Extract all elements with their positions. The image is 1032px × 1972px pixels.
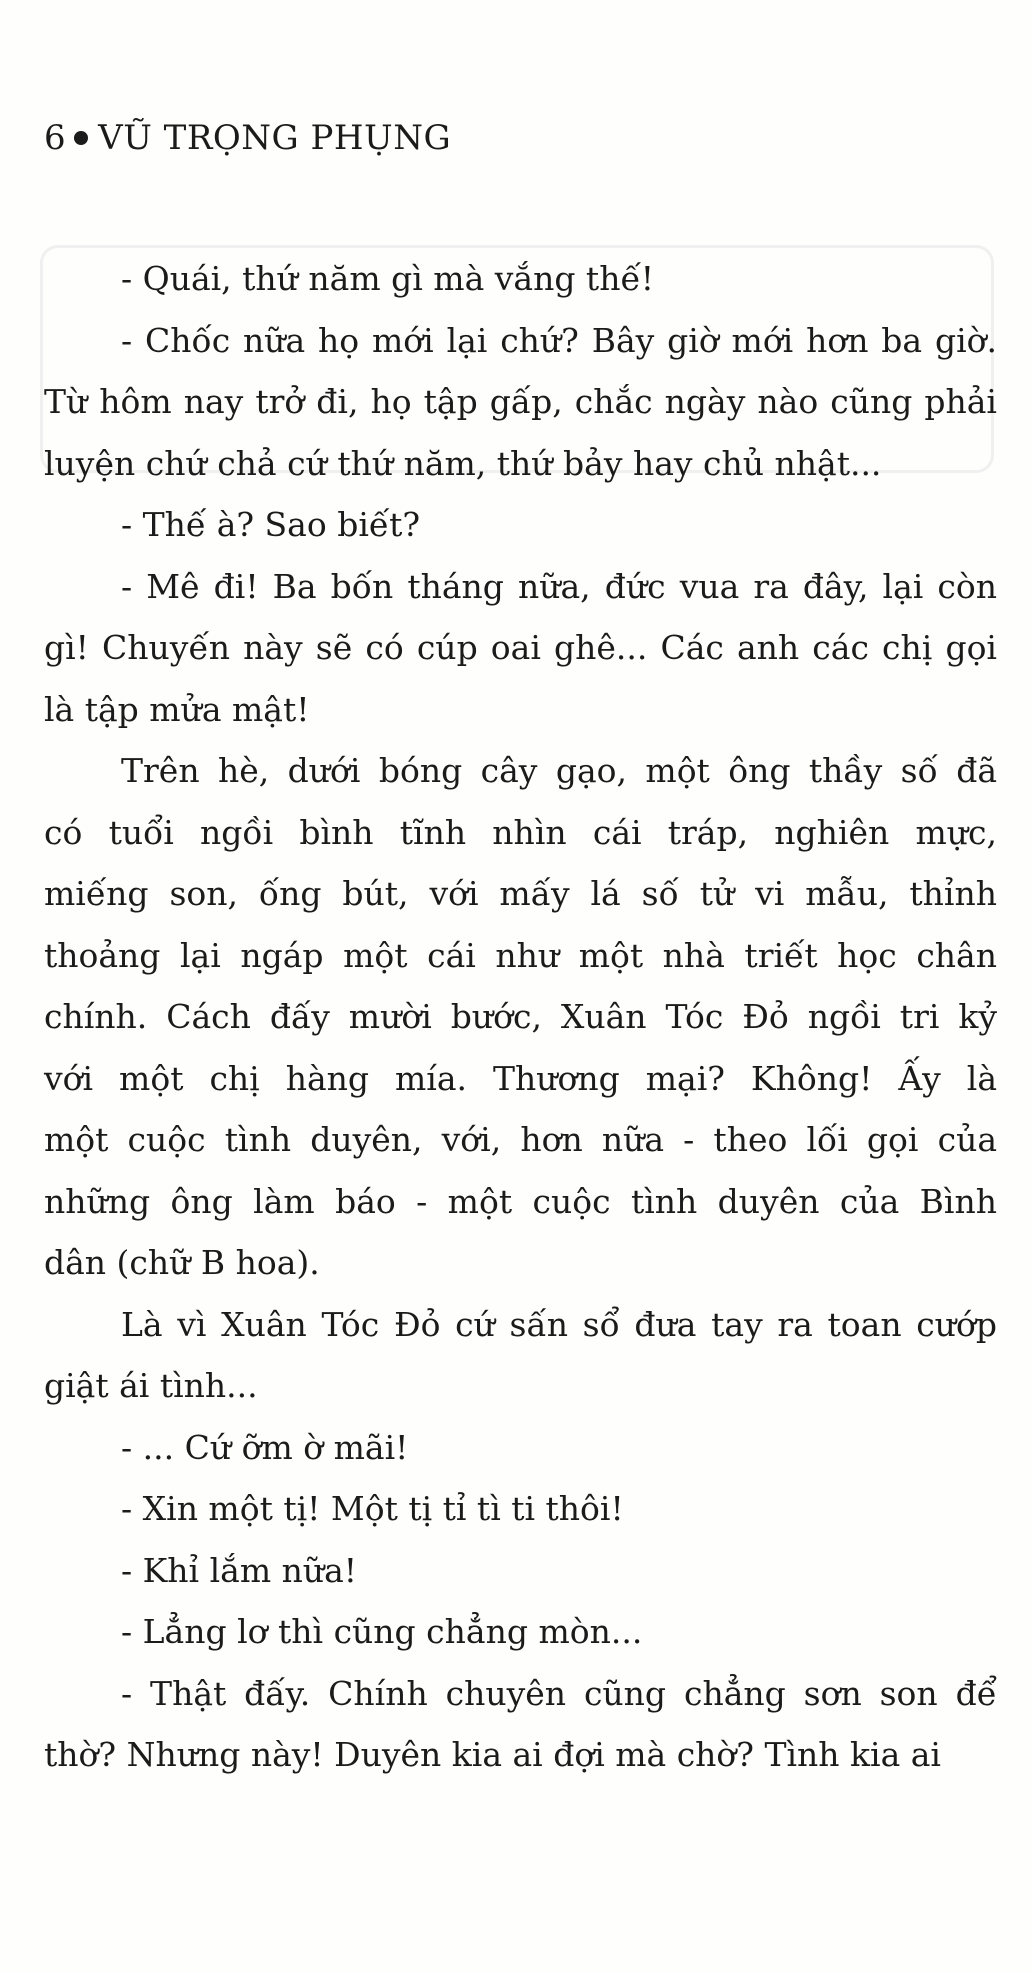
text-line: - Quái, thứ năm gì mà vắng thế!	[121, 259, 655, 298]
page-number: 6	[44, 118, 67, 158]
text-line: gì! Chuyến này sẽ có cúp oai ghê... Các anh các chị gọi	[44, 628, 997, 667]
text-line: với một chị hàng mía. Thương mại? Không! Ấy là	[44, 1058, 997, 1098]
text-line: - Xin một tị! Một tị tỉ tì ti thôi!	[121, 1489, 624, 1528]
text-line: - Chốc nữa họ mới lại chứ? Bây giờ mới hơn ba giờ.	[121, 320, 997, 360]
text-line: - Mê đi! Ba bốn tháng nữa, đức vua ra đây, lại còn	[121, 566, 997, 606]
text-line: - Thật đấy. Chính chuyên cũng chẳng sơn son để	[121, 1673, 997, 1713]
text-line: Trên hè, dưới bóng cây gạo, một ông thầy số đã	[121, 751, 997, 790]
text-line: thờ? Nhưng này! Duyên kia ai đợi mà chờ? Tình kia ai	[44, 1735, 941, 1774]
paragraph	[44, 556, 997, 741]
text-line: Từ hôm nay trở đi, họ tập gấp, chắc ngày nào cũng phải	[44, 382, 997, 421]
text-line: - ... Cứ ỡm ờ mãi!	[121, 1427, 409, 1467]
paragraph	[44, 1478, 997, 1540]
paragraph	[44, 1663, 997, 1786]
bullet-separator	[74, 131, 88, 145]
text-line: - Khỉ lắm nữa!	[121, 1550, 358, 1590]
paragraph	[44, 1294, 997, 1417]
text-line: - Thế à? Sao biết?	[121, 505, 421, 544]
text-line: chính. Cách đấy mười bước, Xuân Tóc Đỏ ngồi tri kỷ	[44, 997, 997, 1036]
text-line: luyện chứ chả cứ thứ năm, thứ bảy hay chủ nhật...	[44, 443, 882, 483]
paragraph	[44, 1601, 997, 1663]
text-line: có tuổi ngồi bình tĩnh nhìn cái tráp, nghiên mực,	[44, 812, 997, 852]
text-line: giật ái tình...	[44, 1366, 258, 1405]
text-line: - Lẳng lơ thì cũng chẳng mòn...	[121, 1612, 643, 1651]
paragraph	[44, 740, 997, 1294]
text-line: miếng son, ống bút, với mấy lá số tử vi mẫu, thỉnh	[44, 874, 997, 913]
running-header	[44, 118, 451, 158]
text-line: là tập mửa mật!	[44, 689, 310, 729]
paragraph	[44, 1417, 997, 1479]
text-line: thoảng lại ngáp một cái như một nhà triết học chân	[44, 935, 997, 975]
paragraph	[44, 248, 997, 310]
text-line: Là vì Xuân Tóc Đỏ cứ sấn sổ đưa tay ra toan cướp	[121, 1304, 997, 1344]
body-text	[44, 248, 997, 1786]
paragraph	[44, 310, 997, 495]
paragraph	[44, 1540, 997, 1602]
text-line: dân (chữ B hoa).	[44, 1243, 320, 1282]
author-name: VŨ TRỌNG PHỤNG	[98, 118, 452, 158]
paragraph	[44, 494, 997, 556]
text-line: những ông làm báo - một cuộc tình duyên của Bình	[44, 1181, 997, 1221]
text-line: một cuộc tình duyên, với, hơn nữa - theo lối gọi của	[44, 1120, 997, 1159]
